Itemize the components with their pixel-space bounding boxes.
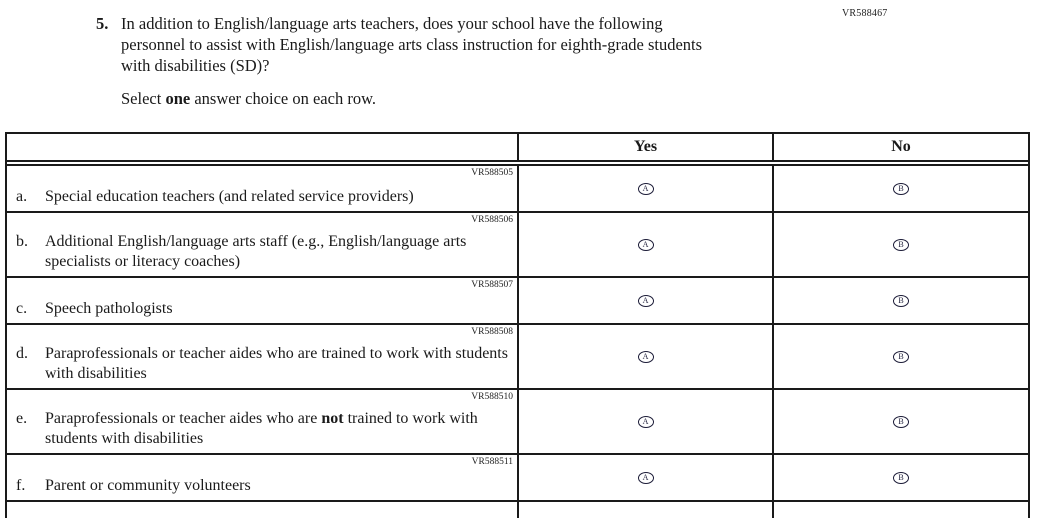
instruction-pre: Select [121, 89, 166, 108]
row-letter: c. [16, 300, 28, 317]
header-cell-yes [519, 134, 774, 160]
answer-bubble-yes[interactable]: A [638, 239, 654, 251]
no-option-cell [774, 213, 1028, 276]
answer-bubble-no[interactable]: B [893, 239, 909, 251]
column-header-yes: Yes [633, 138, 658, 155]
row-label-text: Additional English/language arts staff (e.g., English/language arts specialists or literacy coaches) [45, 233, 467, 270]
answer-bubble-no[interactable]: B [893, 351, 909, 363]
row-label-cell [7, 390, 519, 453]
yes-option-cell [519, 278, 774, 323]
no-option-cell [774, 325, 1028, 388]
yes-option-cell [519, 325, 774, 388]
question-body [121, 13, 702, 109]
answer-bubble-no[interactable]: B [893, 472, 909, 484]
yes-option-cell [519, 390, 774, 453]
vr-code: VR588510 [471, 392, 513, 402]
yes-option-cell [519, 166, 774, 211]
answer-table [5, 132, 1030, 518]
table-row [7, 166, 1028, 213]
row-label-cell [7, 325, 519, 388]
truncated-row [7, 502, 1028, 518]
table-row [7, 213, 1028, 278]
answer-bubble-yes[interactable]: A [638, 351, 654, 363]
row-letter: f. [16, 477, 26, 494]
question-instruction [121, 88, 702, 109]
row-label-cell [7, 502, 519, 518]
vr-code: VR588505 [471, 168, 513, 178]
row-letter: a. [16, 188, 28, 205]
row-label [7, 232, 517, 276]
answer-bubble-no[interactable]: B [893, 183, 909, 195]
question-line: personnel to assist with English/language arts class instruction for eighth-grade students [121, 35, 703, 54]
answer-bubble-no[interactable]: B [893, 295, 909, 307]
vr-code: VR588506 [471, 215, 513, 225]
form-code: VR588467 [842, 8, 888, 19]
answer-bubble-yes[interactable]: A [638, 416, 654, 428]
table-row [7, 455, 1028, 502]
table-row [7, 325, 1028, 390]
row-letter: b. [16, 233, 28, 250]
row-letter: d. [16, 345, 28, 362]
table-row [7, 390, 1028, 455]
question-line: In addition to English/language arts teachers, does your school have the following [121, 14, 663, 33]
row-label-cell [7, 213, 519, 276]
no-option-cell [774, 455, 1028, 500]
instruction-post: answer choice on each row. [190, 89, 377, 108]
answer-bubble-no[interactable]: B [893, 416, 909, 428]
yes-option-cell [519, 213, 774, 276]
column-header-no: No [891, 138, 911, 155]
row-label-cell [7, 166, 519, 211]
no-option-cell [774, 278, 1028, 323]
table-row [7, 278, 1028, 325]
row-label [7, 476, 517, 500]
header-cell-blank [7, 134, 519, 160]
question-number: 5. [96, 14, 109, 33]
vr-code: VR588508 [471, 327, 513, 337]
row-label-text: Paraprofessionals or teacher aides who are trained to work with students with disabilities [45, 345, 508, 382]
row-label-cell [7, 278, 519, 323]
question-line: with disabilities (SD)? [121, 56, 270, 75]
answer-bubble-yes[interactable]: A [638, 295, 654, 307]
row-label [7, 299, 517, 323]
row-letter: e. [16, 410, 28, 427]
vr-code: VR588511 [471, 457, 513, 467]
answer-bubble-yes[interactable]: A [638, 183, 654, 195]
yes-option-cell [519, 455, 774, 500]
row-label-text: Special education teachers (and related service providers) [45, 188, 414, 205]
vr-code: VR588507 [471, 280, 513, 290]
no-option-cell [774, 390, 1028, 453]
no-option-cell [774, 502, 1028, 518]
yes-option-cell [519, 502, 774, 518]
row-label [7, 344, 517, 388]
header-cell-no [774, 134, 1028, 160]
row-label-text: Speech pathologists [45, 300, 173, 317]
row-label [7, 409, 517, 453]
table-header-row [7, 134, 1028, 166]
instruction-bold: one [165, 89, 191, 108]
row-label [7, 187, 517, 211]
row-label-text: Parent or community volunteers [45, 477, 251, 494]
question-text [121, 13, 702, 76]
row-label-cell [7, 455, 519, 500]
row-label-text: Paraprofessionals or teacher aides who are not trained to work with students with disabilities [45, 410, 478, 447]
answer-bubble-yes[interactable]: A [638, 472, 654, 484]
no-option-cell [774, 166, 1028, 211]
question-block [96, 13, 702, 109]
